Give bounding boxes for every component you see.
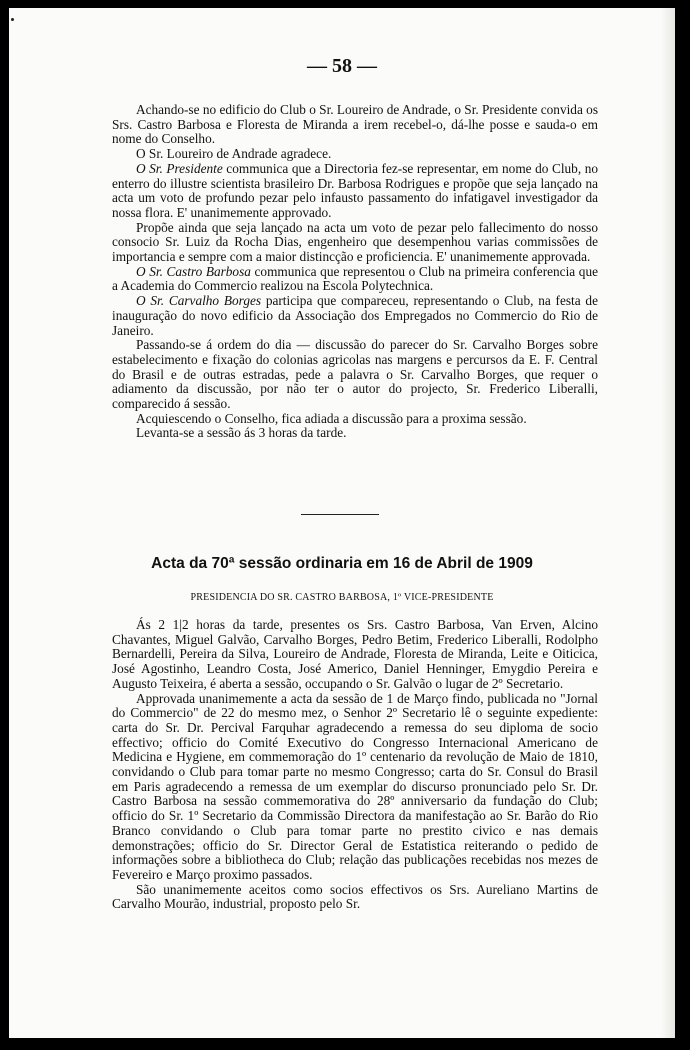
- document-page: [9, 8, 675, 1038]
- paragraph-6: [112, 294, 598, 338]
- section-divider: [301, 514, 379, 515]
- presidency-line: PRESIDENCIA DO SR. CASTRO BARBOSA, 1º VICE-PRESIDENTE: [190, 592, 494, 603]
- paragraph-5: [112, 265, 598, 294]
- page-number: — 58 —: [307, 55, 377, 77]
- speaker-carvalho-borges: O Sr. Carvalho Borges: [136, 293, 262, 309]
- top-section: [112, 103, 598, 441]
- speaker-castro-barbosa: O Sr. Castro Barbosa: [136, 263, 251, 279]
- acta-heading: Acta da 70ª sessão ordinaria em 16 de Abril de 1909: [151, 555, 533, 572]
- paragraph-1: Achando-se no edificio do Club o Sr. Loureiro de Andrade, o Sr. Presidente convida os Srs. Castro Barbosa e Floresta de Miranda a irem recebel-o, dá-lhe posse e sauda-o em nome do Conselho.: [112, 102, 598, 147]
- paragraph-3-text: communica que a Directoria fez-se representar, em nome do Club, no enterro do illustre scientista brasileiro Dr. Barbosa Rodrigues e propõe que seja lançado na acta um voto de profundo pezar pelo infausto passamento do infatigavel investigador da nossa flora. E' unanimemente approvado.: [112, 160, 598, 220]
- paragraph-8: Acquiescendo o Conselho, fica adiada a discussão para a proxima sessão.: [136, 410, 527, 426]
- paragraph-6-text: participa que compareceu, representando o Club, na festa de inauguração do novo edificio da Associação dos Empregados no Commercio do Rio de Janeiro.: [112, 293, 598, 338]
- acta-body: [112, 618, 598, 912]
- paragraph-5-text: communica que representou o Club na primeira conferencia que a Academia do Commercio realizou na Escola Polytechnica.: [112, 263, 598, 294]
- acta-paragraph-1: Ás 2 1|2 horas da tarde, presentes os Srs. Castro Barbosa, Van Erven, Alcino Chavantes, Miguel Galvão, Carvalho Borges, Pedro Betim, Frederico Liberalli, Rodolpho Bernardelli, Pereira da Silva, Loureiro de Andrade, Floresta de Miranda, Leite e Oiticica, José Agostinho, Leandro Costa, José Americo, Daniel Henninger, Emygdio Pereira e Augusto Teixeira, é aberta a sessão, occupando o Sr. Galvão o lugar de 2º Secretario.: [112, 617, 598, 691]
- paragraph-4: Propõe ainda que seja lançado na acta um voto de pezar pelo fallecimento do nosso consocio Sr. Luiz da Rocha Dias, engenheiro que desempenhou varias commissões de importancia e sempre com a maior distincção e proficiencia. E' unanimemente approvada.: [112, 219, 598, 265]
- speaker-presidente: O Sr. Presidente: [136, 160, 223, 176]
- paragraph-7: Passando-se á ordem do dia — discussão do parecer do Sr. Carvalho Borges sobre estabelecimento e fixação do colonias agricolas nas margens e percursos da E. F. Central do Brasil e de outras estradas, pede a palavra o Sr. Carvalho Borges, que requer o adiamento da discussão, por não ter o autor do projecto, Sr. Frederico Liberalli, comparecido á sessão.: [112, 337, 598, 412]
- paragraph-9: Levanta-se a sessão ás 3 horas da tarde.: [136, 425, 347, 441]
- acta-paragraph-3: São unanimemente aceitos como socios effectivos os Srs. Aureliano Martins de Carvalho Mourão, industrial, proposto pelo Sr.: [112, 881, 598, 912]
- page-fold-shadow: [661, 8, 675, 1038]
- paragraph-2: O Sr. Loureiro de Andrade agradece.: [136, 146, 332, 162]
- paragraph-3: [112, 162, 598, 221]
- acta-paragraph-2: Approvada unanimemente a acta da sessão de 1 de Março findo, publicada no "Jornal do Commercio" de 22 do mesmo mez, o Senhor 2º Secretario lê o seguinte expediente: carta do Sr. Dr. Percival Farquhar agradecendo a remessa do seu diploma de socio effectivo; officio do Comité Executivo do Congresso Internacional Americano de Medicina e Hygiene, em commemoração do 1º centenario da revolução de Maio de 1810, convidando o Club para tomar parte no mesmo Congresso; carta do Sr. Consul do Brasil em Paris agradecendo a remessa de um exemplar do discurso pronunciado pelo Sr. Dr. Castro Barbosa na sessão commemorativa do 28º anniversario da fundação do Club; officio do Sr. 1º Secretario da Commissão Directora da manifestação ao Sr. Barão do Rio Branco convidando o Club para tomar parte no prestito civico e nas demais demonstrações; officio do Sr. Director Geral de Estatistica reiterando o pedido de informações sobre a bibliotheca do Club; relação das publicações recebidas nos mezes de Fevereiro e Março proximo passados.: [112, 690, 598, 882]
- ink-speck: [11, 18, 14, 21]
